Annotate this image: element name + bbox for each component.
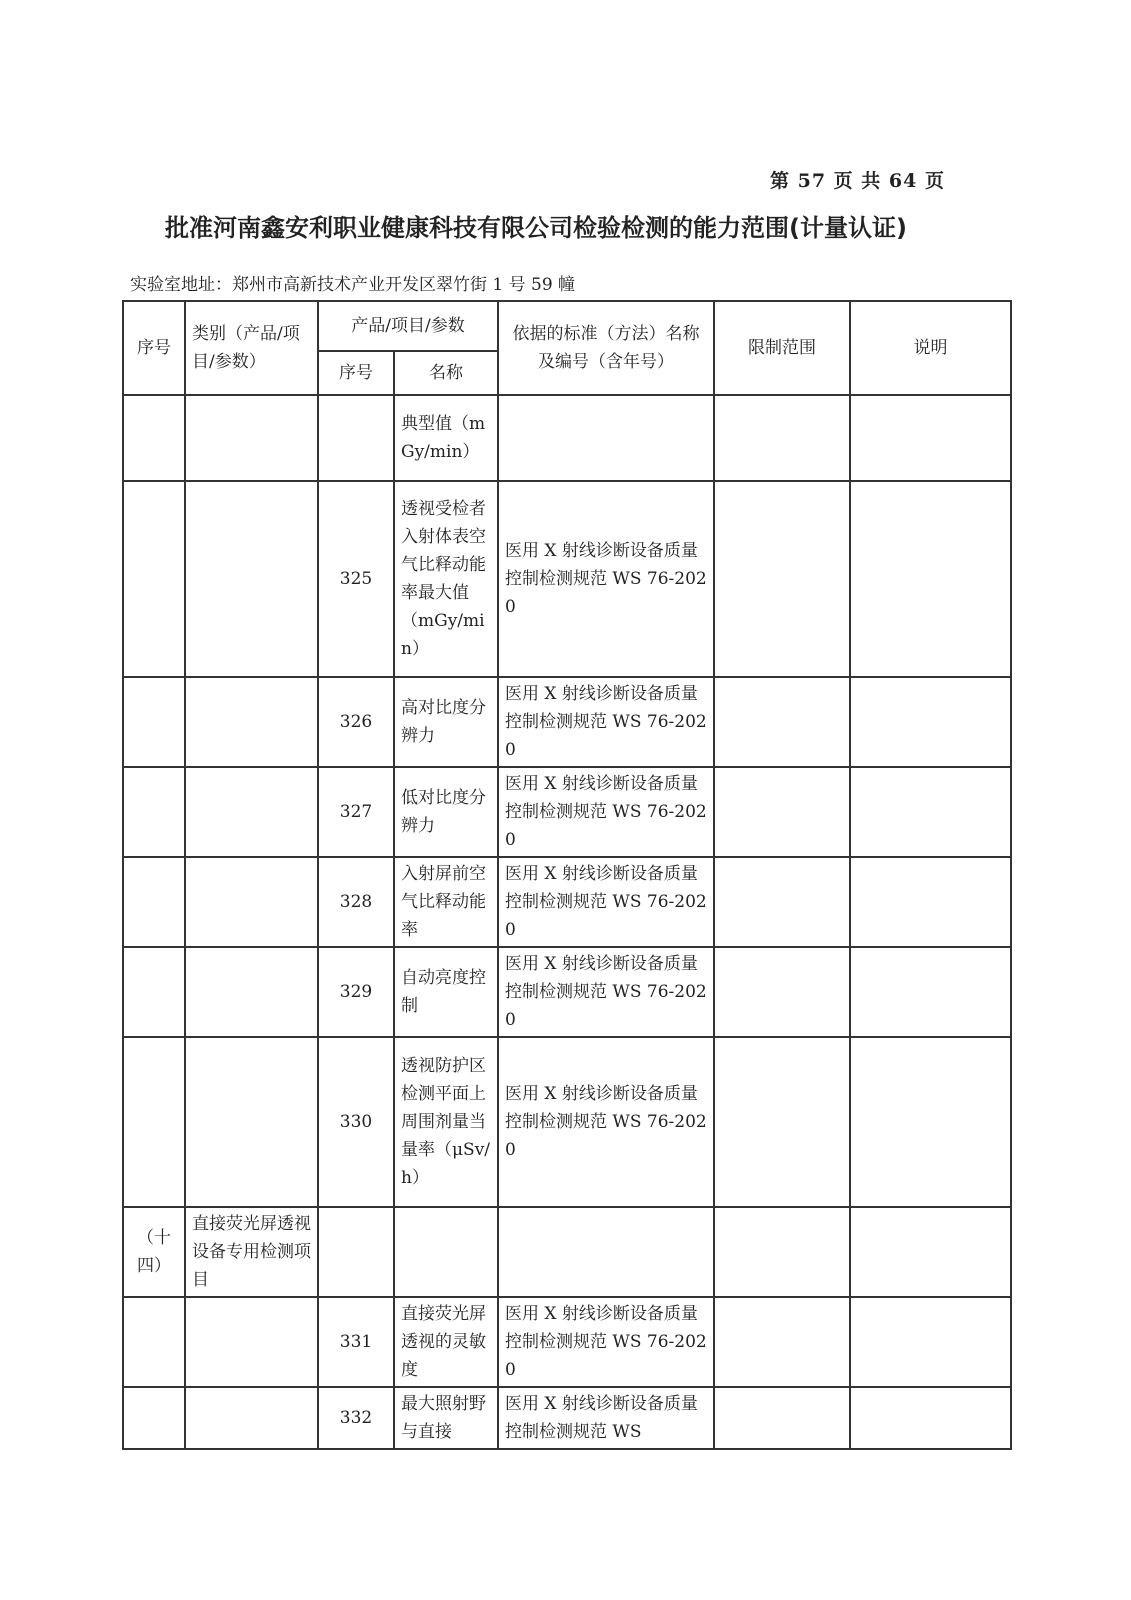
cell-seq	[123, 1037, 185, 1207]
cell-category	[185, 481, 318, 677]
cell-limit	[714, 947, 850, 1037]
cell-note	[850, 1387, 1011, 1449]
header-category: 类别（产品/项目/参数）	[185, 301, 318, 395]
cell-seq	[123, 857, 185, 947]
cell-name: 入射屏前空气比释动能率	[394, 857, 498, 947]
cell-limit	[714, 1207, 850, 1297]
cell-num	[318, 395, 394, 481]
cell-seq	[123, 481, 185, 677]
cell-limit	[714, 857, 850, 947]
cell-name	[394, 1207, 498, 1297]
cell-note	[850, 1207, 1011, 1297]
header-seq: 序号	[123, 301, 185, 395]
cell-limit	[714, 395, 850, 481]
table-row	[123, 857, 1011, 947]
cell-standard: 医用 X 射线诊断设备质量控制检测规范 WS 76-2020	[498, 947, 714, 1037]
cell-standard: 医用 X 射线诊断设备质量控制检测规范 WS	[498, 1387, 714, 1449]
table-row	[123, 1207, 1011, 1297]
cell-note	[850, 1037, 1011, 1207]
cell-category	[185, 395, 318, 481]
capability-table	[122, 300, 1012, 1450]
cell-seq	[123, 767, 185, 857]
header-standard: 依据的标准（方法）名称及编号（含年号）	[498, 301, 714, 395]
cell-seq	[123, 677, 185, 767]
cell-limit	[714, 1297, 850, 1387]
cell-note	[850, 395, 1011, 481]
header-note: 说明	[850, 301, 1011, 395]
cell-category: 直接荧光屏透视设备专用检测项目	[185, 1207, 318, 1297]
cell-category	[185, 1387, 318, 1449]
cell-num: 328	[318, 857, 394, 947]
cell-name: 自动亮度控制	[394, 947, 498, 1037]
header-product-group: 产品/项目/参数	[318, 301, 498, 351]
cell-num: 331	[318, 1297, 394, 1387]
header-name: 名称	[394, 351, 498, 395]
cell-standard: 医用 X 射线诊断设备质量控制检测规范 WS 76-2020	[498, 857, 714, 947]
cell-num: 329	[318, 947, 394, 1037]
table-row	[123, 1387, 1011, 1449]
cell-seq	[123, 1297, 185, 1387]
cell-standard: 医用 X 射线诊断设备质量控制检测规范 WS 76-2020	[498, 1037, 714, 1207]
cell-note	[850, 857, 1011, 947]
header-limit: 限制范围	[714, 301, 850, 395]
table-row	[123, 395, 1011, 481]
cell-num: 332	[318, 1387, 394, 1449]
cell-category	[185, 1037, 318, 1207]
cell-standard: 医用 X 射线诊断设备质量控制检测规范 WS 76-2020	[498, 767, 714, 857]
page-number: 第 57 页 共 64 页	[770, 170, 945, 192]
cell-limit	[714, 767, 850, 857]
table-row	[123, 767, 1011, 857]
table-row	[123, 677, 1011, 767]
table-row	[123, 481, 1011, 677]
lab-address: 实验室地址：郑州市高新技术产业开发区翠竹街 1 号 59 幢	[130, 275, 576, 295]
document-title: 批准河南鑫安利职业健康科技有限公司检验检测的能力范围(计量认证)	[165, 214, 907, 242]
cell-seq	[123, 1387, 185, 1449]
cell-category	[185, 677, 318, 767]
cell-standard	[498, 1207, 714, 1297]
cell-note	[850, 947, 1011, 1037]
cell-note	[850, 481, 1011, 677]
cell-standard	[498, 395, 714, 481]
cell-num: 330	[318, 1037, 394, 1207]
cell-category	[185, 767, 318, 857]
cell-limit	[714, 1037, 850, 1207]
table-row	[123, 1297, 1011, 1387]
table-row	[123, 947, 1011, 1037]
cell-num: 325	[318, 481, 394, 677]
cell-seq	[123, 395, 185, 481]
cell-note	[850, 1297, 1011, 1387]
cell-standard: 医用 X 射线诊断设备质量控制检测规范 WS 76-2020	[498, 1297, 714, 1387]
cell-note	[850, 677, 1011, 767]
cell-category	[185, 947, 318, 1037]
cell-num: 326	[318, 677, 394, 767]
cell-seq: （十四）	[123, 1207, 185, 1297]
cell-limit	[714, 1387, 850, 1449]
cell-name: 典型值（mGy/min）	[394, 395, 498, 481]
cell-num: 327	[318, 767, 394, 857]
cell-seq	[123, 947, 185, 1037]
cell-standard: 医用 X 射线诊断设备质量控制检测规范 WS 76-2020	[498, 677, 714, 767]
header-sub-seq: 序号	[318, 351, 394, 395]
cell-name: 高对比度分辨力	[394, 677, 498, 767]
cell-note	[850, 767, 1011, 857]
cell-name: 最大照射野与直接	[394, 1387, 498, 1449]
cell-limit	[714, 481, 850, 677]
cell-name: 直接荧光屏透视的灵敏度	[394, 1297, 498, 1387]
table-row	[123, 1037, 1011, 1207]
cell-name: 低对比度分辨力	[394, 767, 498, 857]
cell-limit	[714, 677, 850, 767]
cell-name: 透视受检者入射体表空气比释动能率最大值（mGy/min）	[394, 481, 498, 677]
cell-standard: 医用 X 射线诊断设备质量控制检测规范 WS 76-2020	[498, 481, 714, 677]
cell-num	[318, 1207, 394, 1297]
cell-name: 透视防护区检测平面上周围剂量当量率（μSv/h）	[394, 1037, 498, 1207]
cell-category	[185, 857, 318, 947]
cell-category	[185, 1297, 318, 1387]
